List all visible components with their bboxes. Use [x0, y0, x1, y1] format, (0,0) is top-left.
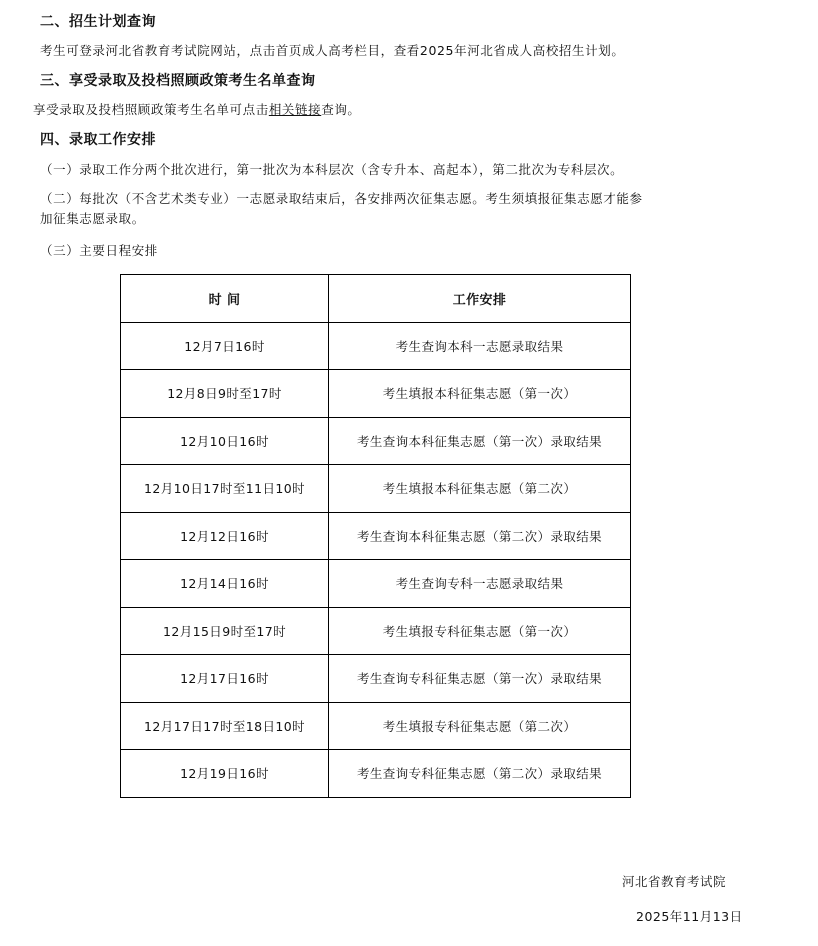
row-task: 考生查询专科一志愿录取结果 [329, 560, 631, 608]
row-task: 考生查询本科一志愿录取结果 [329, 322, 631, 370]
table-row [121, 607, 631, 655]
row-time: 12月10日16时 [121, 417, 329, 465]
header-task: 工作安排 [329, 275, 631, 323]
table-row [121, 655, 631, 703]
table-row [121, 465, 631, 513]
row-task: 考生查询专科征集志愿（第二次）录取结果 [329, 750, 631, 798]
table-row [121, 560, 631, 608]
section4-item2-line1: （二）每批次（不含艺术类专业）一志愿录取结束后，各安排两次征集志愿。考生须填报征集志愿才能参 [40, 191, 643, 206]
section3-body-text: 享受录取及投档照顾政策考生名单可点击 [33, 102, 269, 117]
schedule-table [120, 274, 631, 798]
section4-heading: 四、录取工作安排 [40, 132, 156, 148]
section3-body [33, 100, 361, 118]
table-row [121, 702, 631, 750]
signature-date: 2025年11月13日 [636, 909, 743, 924]
row-task: 考生填报专科征集志愿（第一次） [329, 607, 631, 655]
section2-heading: 二、招生计划查询 [40, 14, 156, 30]
row-time: 12月14日16时 [121, 560, 329, 608]
row-task: 考生查询本科征集志愿（第二次）录取结果 [329, 512, 631, 560]
table-row [121, 370, 631, 418]
row-time: 12月17日17时至18日10时 [121, 702, 329, 750]
row-time: 12月19日16时 [121, 750, 329, 798]
section4-item1: （一）录取工作分两个批次进行，第一批次为本科层次（含专升本、高起本），第二批次为专科层次。 [40, 162, 624, 177]
row-task: 考生填报本科征集志愿（第一次） [329, 370, 631, 418]
row-time: 12月15日9时至17时 [121, 607, 329, 655]
row-task: 考生查询本科征集志愿（第一次）录取结果 [329, 417, 631, 465]
row-time: 12月17日16时 [121, 655, 329, 703]
row-task: 考生查询专科征集志愿（第一次）录取结果 [329, 655, 631, 703]
row-task: 考生填报本科征集志愿（第二次） [329, 465, 631, 513]
table-row [121, 750, 631, 798]
table-row [121, 417, 631, 465]
row-time: 12月8日9时至17时 [121, 370, 329, 418]
signature-org: 河北省教育考试院 [622, 874, 727, 889]
table-row [121, 512, 631, 560]
section3-heading: 三、享受录取及投档照顾政策考生名单查询 [40, 73, 316, 89]
section2-body: 考生可登录河北省教育考试院网站，点击首页成人高考栏目，查看2025年河北省成人高校招生计划。 [40, 43, 625, 58]
row-time: 12月10日17时至11日10时 [121, 465, 329, 513]
section4-item3: （三）主要日程安排 [40, 243, 158, 258]
table-row [121, 322, 631, 370]
row-time: 12月7日16时 [121, 322, 329, 370]
table-header-row [121, 275, 631, 323]
row-time: 12月12日16时 [121, 512, 329, 560]
section3-body-suffix: 查询。 [321, 102, 361, 117]
section4-item2-line2: 加征集志愿录取。 [40, 211, 145, 226]
related-link[interactable]: 相关链接 [268, 102, 322, 117]
header-time: 时 间 [121, 275, 329, 323]
row-task: 考生填报专科征集志愿（第二次） [329, 702, 631, 750]
